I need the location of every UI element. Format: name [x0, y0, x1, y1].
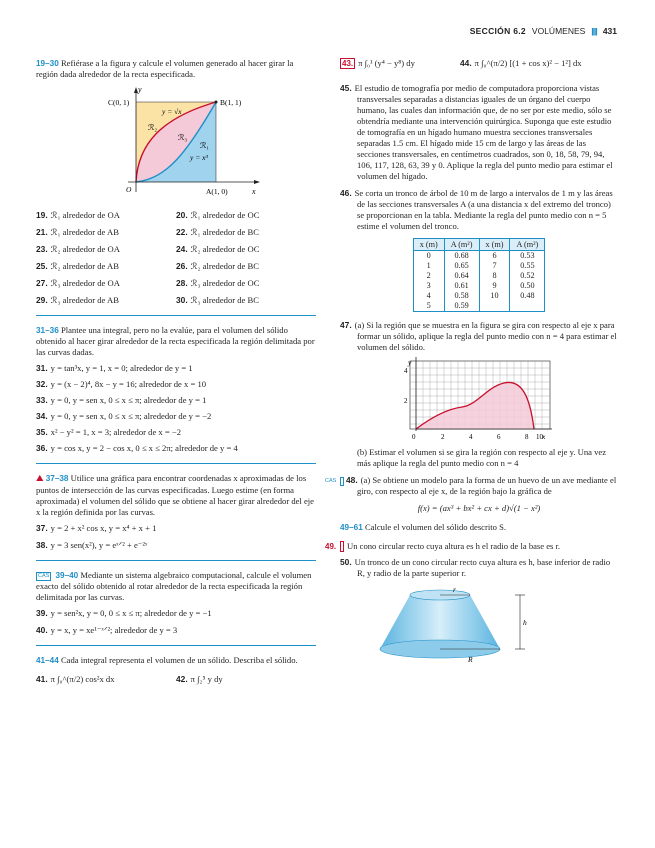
- exercise-group-49-61: 49–61 Calcule el volumen del sólido descrito S.: [340, 522, 506, 532]
- table-cell: [510, 301, 545, 312]
- table-cell: 7: [479, 261, 510, 271]
- table-row: [413, 291, 545, 301]
- exercise-item: 20. ℛ₁ alrededor de OC: [176, 210, 260, 220]
- exercise-group-31-36: 31–36 Plantee una integral, pero no la evalúe, para el volumen del sólido obtenido al hacer girar alrededor de la recta especificada la región delimitada por las curvas dadas.: [36, 325, 315, 357]
- exercise-item: 40. y = x, y = xe¹⁻ˣᐟ²; alrededor de y = 3: [36, 625, 178, 635]
- right-column: [325, 58, 618, 669]
- exercise-48: CAS 48. (a) Se obtiene un modelo para la forma de un huevo de un ave mediante el giro, con respecto al eje x, de la región bajo la gráfica de: [325, 475, 617, 496]
- table-cell: [479, 301, 510, 312]
- exercise-item: 21. ℛ₁ alrededor de AB: [36, 227, 119, 237]
- exercise-item: 25. ℛ₂ alrededor de AB: [36, 261, 119, 271]
- frustum-r-label: r: [453, 585, 456, 594]
- point-b-label: B(1, 1): [220, 98, 242, 107]
- graph-xtick: 2: [441, 433, 445, 441]
- region-figure: [106, 84, 276, 206]
- log-area-table: [413, 238, 546, 312]
- graph-y-label: y: [408, 358, 412, 367]
- table-cell: 0.68: [444, 251, 479, 262]
- exercise-group-19-30: 19–30 Refiérase a la figura y calcule el volumen generado al hacer girar la región dada alrededor de la recta especificada.: [36, 58, 294, 79]
- exercise-item: 19. ℛ₁ alrededor de OA: [36, 210, 120, 220]
- table-cell: 0: [413, 251, 444, 262]
- frustum-figure: [360, 585, 540, 669]
- exercise-group-37-38: ⛰ 37–38 Utilice una gráfica para encontrar coordenadas x aproximadas de los puntos de intersección de las curvas especificadas. Luego estime (en forma aproximada) el volumen del sólido que se obtiene al hacer girar alrededor del eje x la región definida por las curvas.: [36, 473, 314, 517]
- curve-cube-label: y = x³: [190, 153, 208, 162]
- curve-sqrt-label: y = √x: [162, 107, 182, 116]
- table-cell: 0.52: [510, 271, 545, 281]
- table-cell: 0.59: [444, 301, 479, 312]
- graphing-icon: ⛰: [36, 474, 44, 484]
- point-a-label: A(1, 0): [206, 187, 228, 196]
- table-header-cell: A (m²): [510, 239, 545, 251]
- exercise-item: 36. y = cos x, y = 2 − cos x, 0 ≤ x ≤ 2π; alrededor de y = 4: [36, 443, 238, 453]
- exercise-49: 49. Un cono circular recto cuya altura es h el radio de la base es r.: [325, 541, 561, 551]
- exercise-item: 34. y = 0, y = sen x, 0 ≤ x ≤ π; alrededor de y = −2: [36, 411, 212, 421]
- page-number: 431: [602, 26, 617, 36]
- table-row: [413, 261, 545, 271]
- exercise-item: 37. y = 2 + x² cos x, y = x⁴ + x + 1: [36, 523, 157, 533]
- table-header-cell: x (m): [479, 239, 510, 251]
- divider: [36, 315, 316, 316]
- region-r2-label: ℛ₂: [148, 123, 158, 132]
- graph-xtick: 6: [497, 433, 501, 441]
- exercise-item: 23. ℛ₂ alrededor de OA: [36, 244, 120, 254]
- exercise-47a: 47. (a) Si la región que se muestra en la figura se gira con respecto al eje x para formar un sólido, aplique la regla del punto medio con n = 4 para estimar el volumen del sólido.: [340, 320, 617, 352]
- frustum-R-label: R: [468, 655, 473, 664]
- exercise-46: 46. Se corta un tronco de árbol de 10 m de largo a intervalos de 1 m y las áreas de las secciones transversales A (a una distancia x del extremo del tronco) se proporcionan en la tabla. Mediante la regla del punto medio con n = 5 estime el volumen del tronco.: [340, 188, 613, 231]
- table-row: [413, 281, 545, 291]
- divider: [36, 560, 316, 561]
- exercise-45: 45. El estudio de tomografía por medio de computadora proporciona vistas transversales separadas a distancias iguales de un órgano del cuerpo humano, las cuales dan información que, de no ser por este medio, sólo se obtendría mediante una intervención quirúrgica. Suponga que este estudio de tomografía en un hígado humano muestra secciones transversales separadas 1.5 cm. El hígado mide 15 cm de largo y las áreas de las secciones transversales, en centímetros cuadrados, son 0, 18, 58, 79, 94, 106, 117, 128, 63, 39 y 0. Aplique la regla del punto medio para estimar el volumen del hígado.: [340, 83, 613, 181]
- table-row: [413, 251, 545, 262]
- exercise-50: 50. Un tronco de un cono circular recto cuya altura es h, base inferior de radio R, y radio de la parte superior r.: [340, 557, 611, 578]
- left-column: [36, 58, 316, 685]
- exercises-31-36: [36, 363, 316, 454]
- exercise-47b: (b) Estimar el volumen si se gira la región con respecto al eje y. Una vez más aplique la regla del punto medio con n = 4: [357, 447, 607, 468]
- table-cell: 4: [413, 291, 444, 301]
- divider: [36, 645, 316, 646]
- origin-label: O: [126, 185, 132, 194]
- table-cell: 1: [413, 261, 444, 271]
- table-cell: 0.53: [510, 251, 545, 262]
- table-row: [413, 301, 545, 312]
- table-cell: 0.58: [444, 291, 479, 301]
- point-c-label: C(0, 1): [108, 98, 130, 107]
- graph-ytick: 2: [404, 397, 408, 405]
- table-cell: 2: [413, 271, 444, 281]
- y-axis-label: y: [138, 85, 142, 94]
- divider: [36, 463, 316, 464]
- graph-xtick: 8: [525, 433, 529, 441]
- graph-xtick: 0: [412, 433, 416, 441]
- section-label: SECCIÓN 6.2: [469, 26, 526, 36]
- table-cell: 9: [479, 281, 510, 291]
- exercise-43: 43. π ∫₀¹ (y⁴ − y⁸) dy: [342, 58, 415, 68]
- region-r3-label: ℛ₃: [178, 133, 188, 142]
- exercise-item: 27. ℛ₃ alrededor de OA: [36, 278, 120, 288]
- exercise-item: 30. ℛ₃ alrededor de BC: [176, 295, 259, 305]
- exercise-41: 41. π ∫₀^(π/2) cos²x dx: [36, 674, 115, 684]
- exercise-item: 38. y = 3 sen(x²), y = eˣᐟ² + e⁻²ˣ: [36, 540, 148, 550]
- frustum-h-label: h: [523, 618, 527, 627]
- exercises-41-42: [36, 674, 316, 685]
- exercise-item: 32. y = (x − 2)⁴, 8x − y = 16; alrededor de x = 10: [36, 379, 207, 389]
- table-cell: 0.64: [444, 271, 479, 281]
- graph-x-label: x: [542, 432, 546, 441]
- exercises-37-38: [36, 523, 316, 551]
- table-cell: 0.48: [510, 291, 545, 301]
- exercises-39-40: [36, 608, 316, 636]
- exercise-44: 44. π ∫₀^(π/2) [(1 + cos x)² − 1²] dx: [460, 58, 582, 68]
- table-cell: 6: [479, 251, 510, 262]
- exercise-group-41-44: 41–44 Cada integral representa el volumen de un sólido. Describa el sólido.: [36, 655, 298, 665]
- exercise-item: 39. y = sen²x, y = 0, 0 ≤ x ≤ π; alrededor de y = −1: [36, 608, 212, 618]
- exercise-item: 29. ℛ₃ alrededor de AB: [36, 295, 119, 305]
- cas-icon: CAS: [38, 573, 50, 579]
- table-cell: 8: [479, 271, 510, 281]
- egg-formula: f(x) = (ax³ + bx² + cx + d)√(1 − x²): [417, 503, 541, 513]
- exercise-item: 24. ℛ₂ alrededor de OC: [176, 244, 260, 254]
- cas-icon: CAS: [340, 477, 344, 486]
- region-r1-label: ℛ₁: [200, 141, 210, 150]
- exercise-group-39-40: CAS 39–40 Mediante un sistema algebraico computacional, calcule el volumen exacto del sólido obtenido al rotar alrededor de la recta especificada la región delimitada por las curvas.: [36, 570, 312, 602]
- exercises-19-30: [36, 210, 316, 306]
- exercise-item: 26. ℛ₂ alrededor de BC: [176, 261, 259, 271]
- graph-xtick: 4: [469, 433, 473, 441]
- table-cell: 5: [413, 301, 444, 312]
- table-cell: 0.55: [510, 261, 545, 271]
- table-cell: 3: [413, 281, 444, 291]
- exercise-item: 35. x² − y² = 1, x = 3; alrededor de x = −2: [36, 427, 181, 437]
- table-row: [413, 271, 545, 281]
- exercise-item: 28. ℛ₃ alrededor de OC: [176, 278, 260, 288]
- exercise-item: 31. y = tan³x, y = 1, x = 0; alrededor de y = 1: [36, 363, 193, 373]
- table-cell: 0.50: [510, 281, 545, 291]
- section-bars: ||||: [591, 26, 597, 36]
- x-axis-label: x: [252, 187, 256, 196]
- table-header-cell: A (m²): [444, 239, 479, 251]
- page-header: [470, 26, 617, 36]
- table-cell: 0.65: [444, 261, 479, 271]
- exercises-43-44: [340, 58, 618, 69]
- region-graph: [392, 357, 562, 443]
- section-topic: VOLÚMENES: [531, 26, 586, 36]
- table-header-cell: x (m): [413, 239, 444, 251]
- table-cell: 0.61: [444, 281, 479, 291]
- exercise-42: 42. π ∫₂⁵ y dy: [176, 674, 223, 684]
- graph-ytick: 4: [404, 367, 408, 375]
- exercise-item: 33. y = 0, y = sen x, 0 ≤ x ≤ π; alrededor de y = 1: [36, 395, 207, 405]
- table-cell: 10: [479, 291, 510, 301]
- exercise-item: 22. ℛ₁ alrededor de BC: [176, 227, 259, 237]
- graph-xtick: 10: [536, 433, 543, 441]
